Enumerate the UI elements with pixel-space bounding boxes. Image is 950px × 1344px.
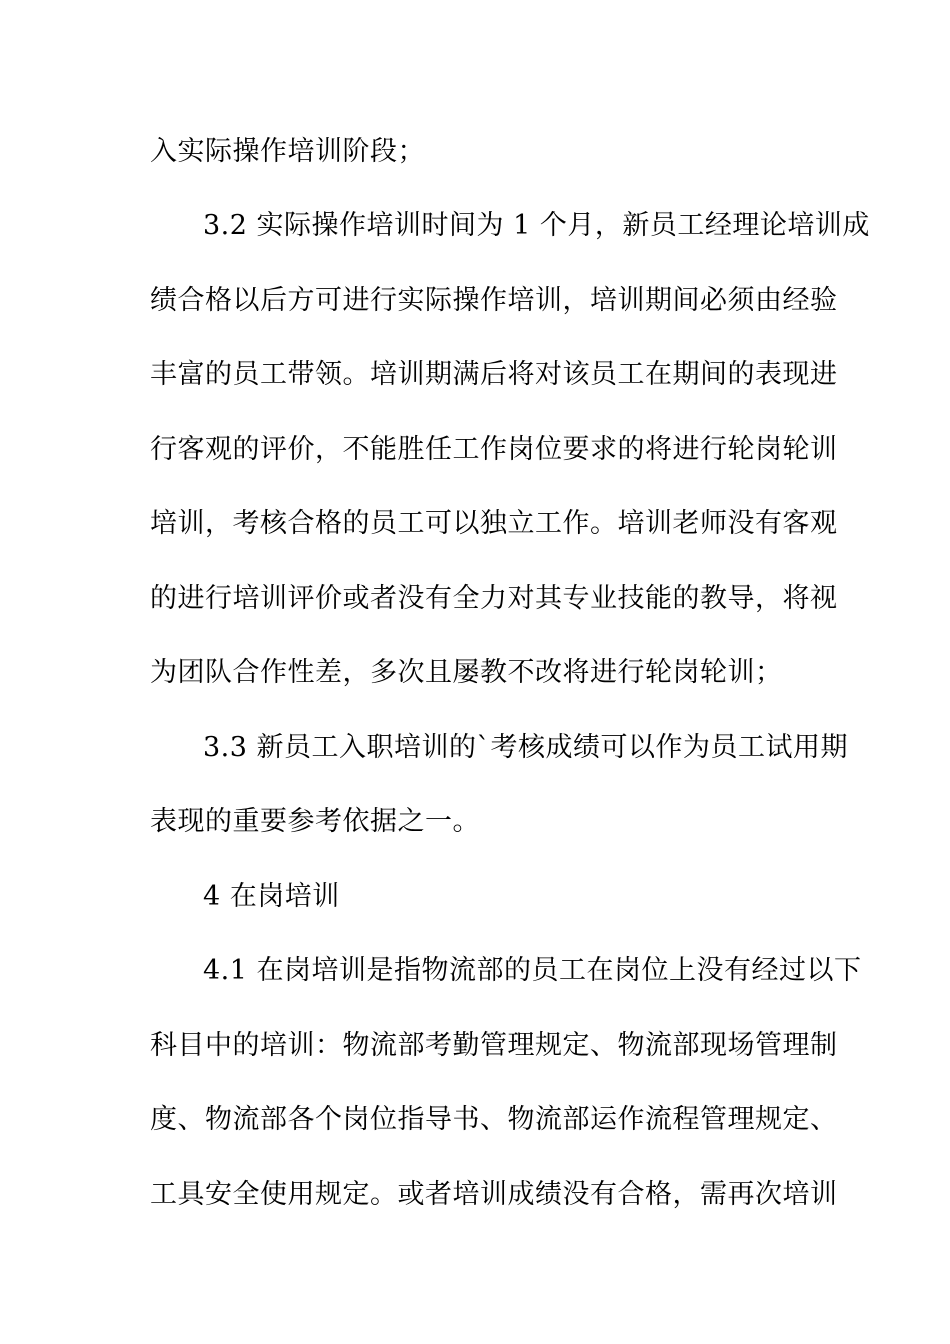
text-line: 行客观的评价，不能胜任工作岗位要求的将进行轮岗轮训 bbox=[150, 434, 838, 465]
text-line: 表现的重要参考依据之一。 bbox=[150, 806, 480, 837]
text-line: 培训，考核合格的员工可以独立工作。培训老师没有客观 bbox=[150, 508, 838, 539]
text-line: 科目中的培训：物流部考勤管理规定、物流部现场管理制 bbox=[150, 1030, 838, 1061]
text-line: 入实际操作培训阶段； bbox=[150, 136, 425, 167]
text-line: 为团队合作性差，多次且屡教不改将进行轮岗轮训； bbox=[150, 657, 783, 688]
text-line: 3.2 实际操作培训时间为 1 个月，新员工经理论培训成 bbox=[203, 210, 870, 241]
text-line: 度、物流部各个岗位指导书、物流部运作流程管理规定、 bbox=[150, 1104, 838, 1135]
section-heading: 4 在岗培训 bbox=[203, 881, 340, 912]
text-line: 的进行培训评价或者没有全力对其专业技能的教导，将视 bbox=[150, 583, 838, 614]
text-line: 3.3 新员工入职培训的`考核成绩可以作为员工试用期 bbox=[203, 732, 849, 763]
text-line: 绩合格以后方可进行实际操作培训，培训期间必须由经验 bbox=[150, 285, 838, 316]
text-line: 工具安全使用规定。或者培训成绩没有合格，需再次培训 bbox=[150, 1179, 838, 1210]
text-line: 4.1 在岗培训是指物流部的员工在岗位上没有经过以下 bbox=[203, 955, 862, 986]
text-line: 丰富的员工带领。培训期满后将对该员工在期间的表现进 bbox=[150, 359, 838, 390]
